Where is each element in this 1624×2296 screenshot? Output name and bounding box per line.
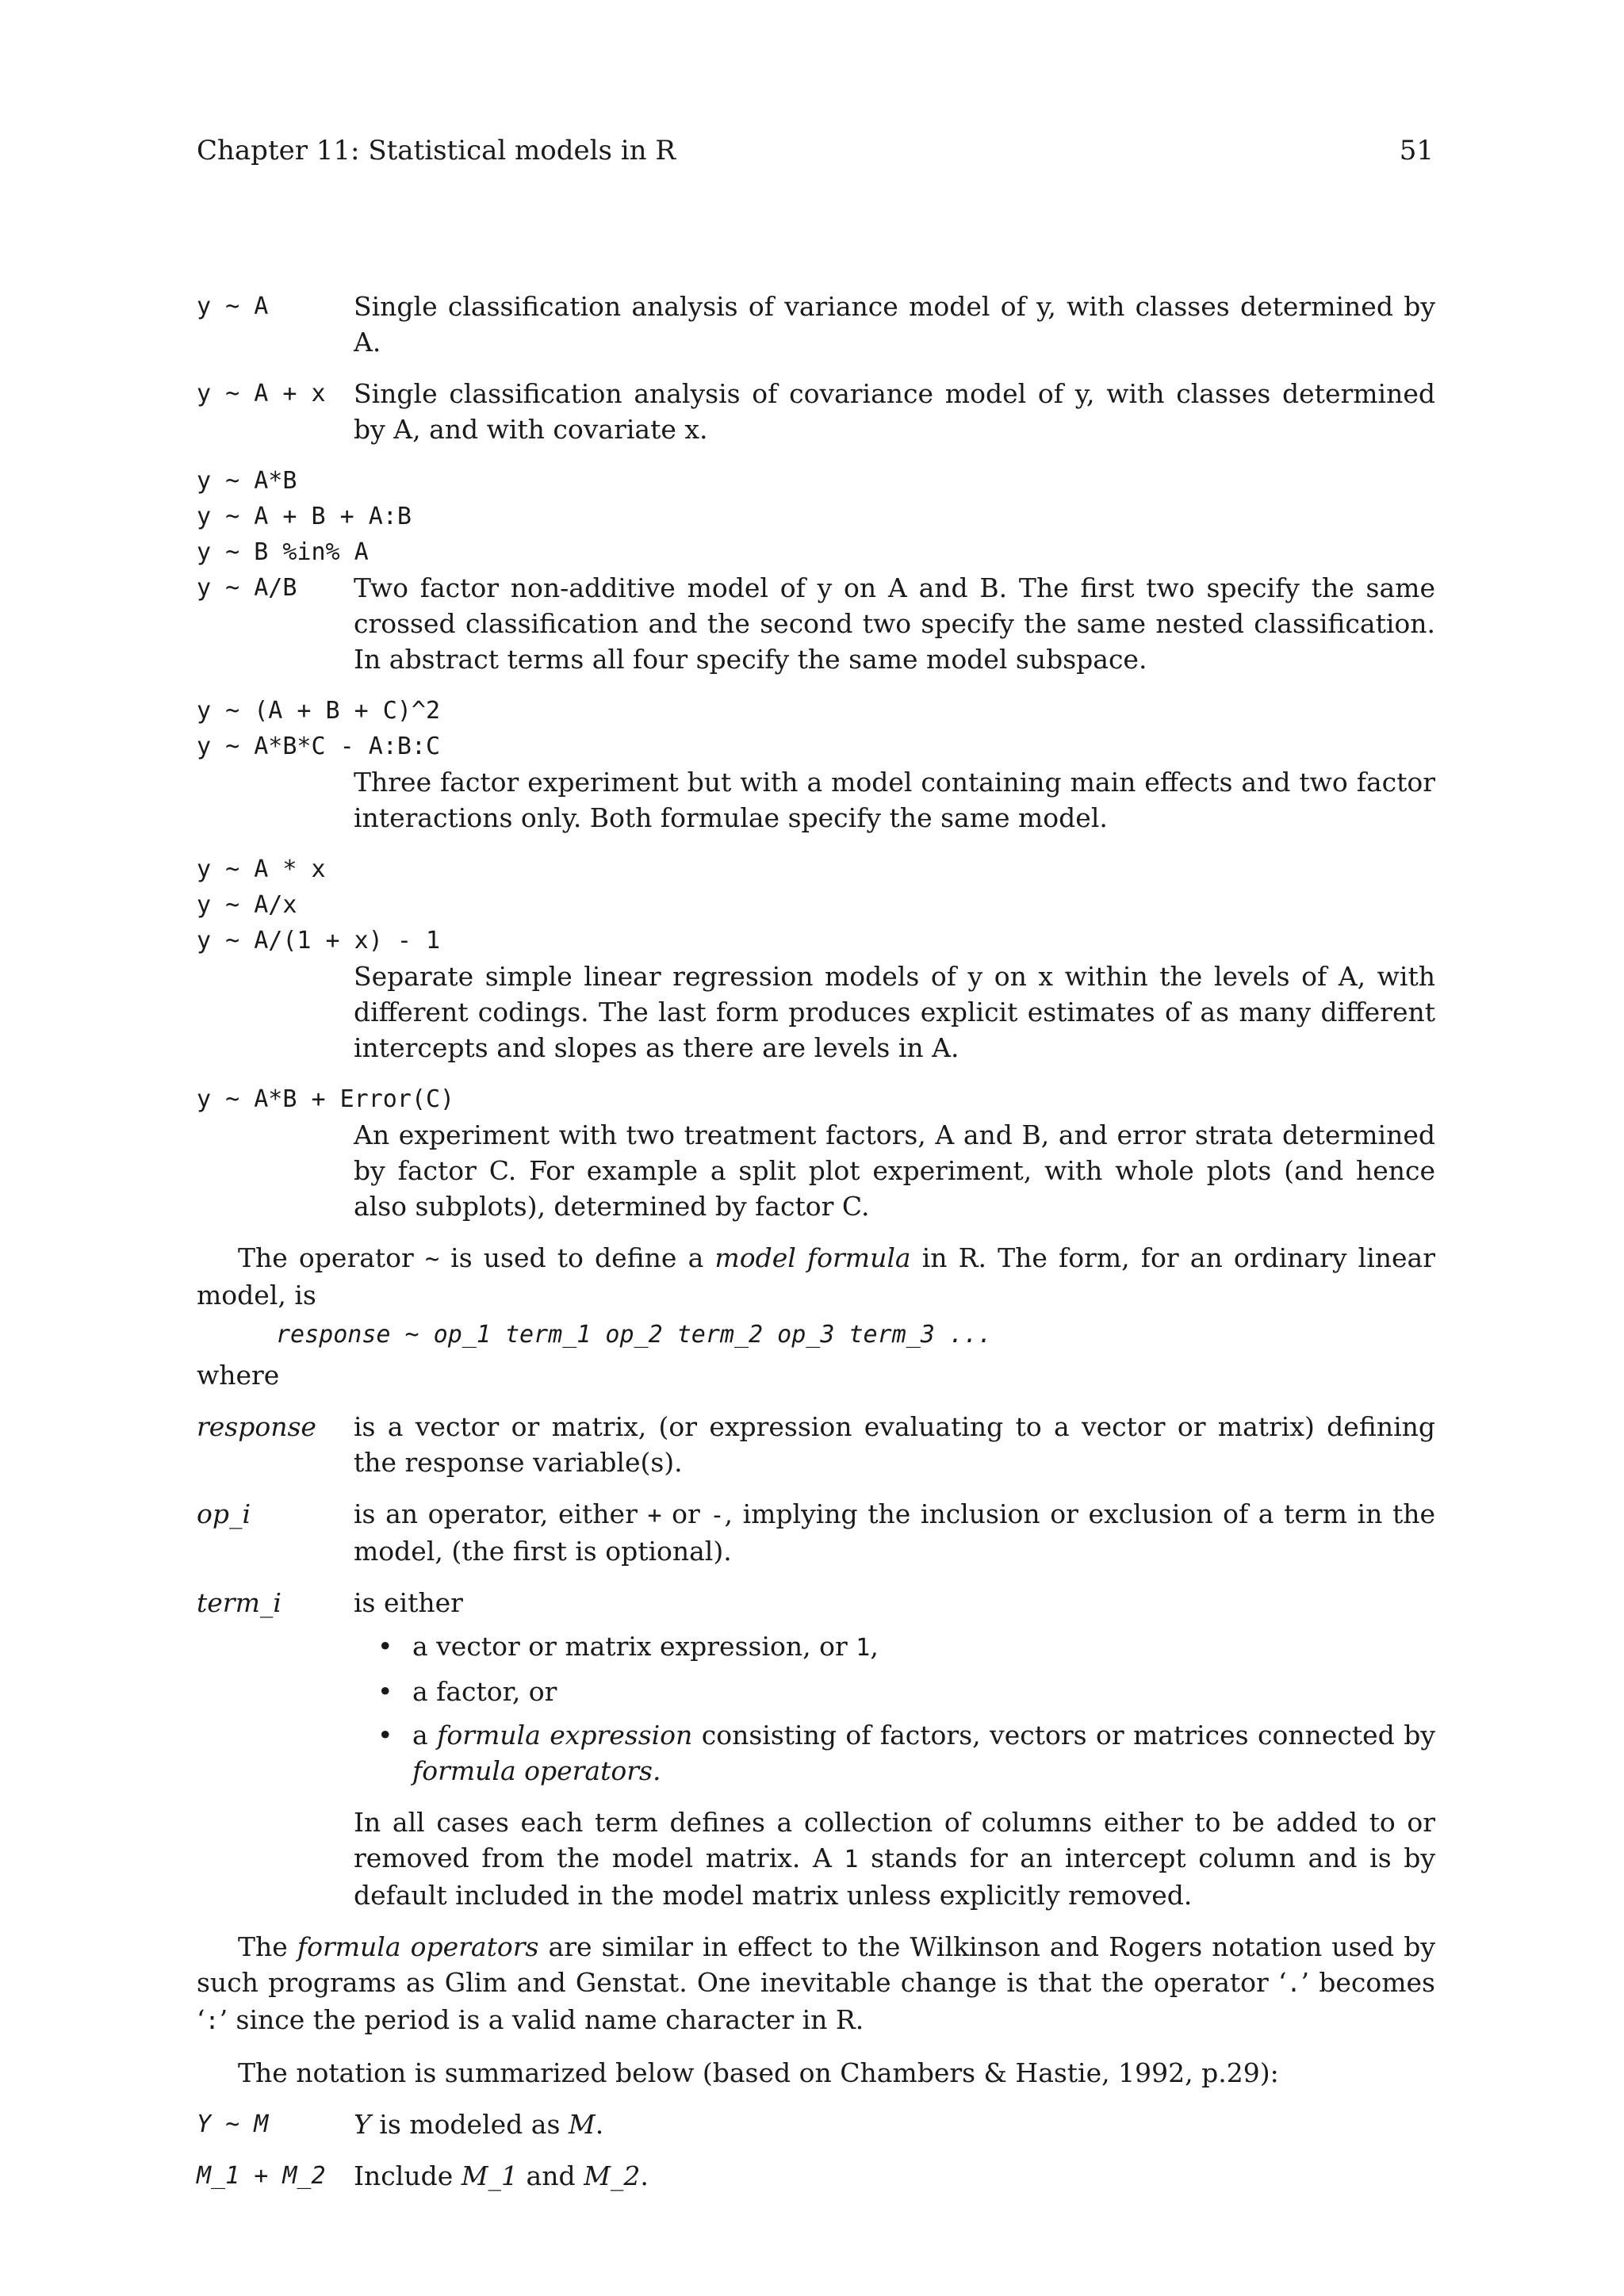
definition-description (354, 1585, 1435, 1913)
formula-code: y ~ A + x (197, 380, 326, 408)
notation-entry (197, 2107, 1435, 2142)
formula-code: y ~ B %in% A (197, 538, 369, 566)
text-run: stands for an intercept column and is by default included in the model matrix unless explicitly removed. (354, 1843, 1435, 1911)
formula-code: y ~ A/x (197, 891, 297, 919)
inline-code: . (1286, 1970, 1301, 1998)
notation-entry (197, 2158, 1435, 2194)
notation-intro-paragraph: The notation is summarized below (based on Chambers & Hastie, 1992, p.29): (238, 2057, 1279, 2088)
term-note (354, 1804, 1435, 1913)
where-label: where (197, 1360, 280, 1391)
definition-term: response (197, 1411, 316, 1442)
page-body (197, 289, 1435, 2194)
notation-description (354, 2107, 1435, 2142)
text-run: is an operator, either (354, 1498, 638, 1529)
text-run: . (640, 2160, 649, 2191)
definition-description (354, 1496, 1435, 1569)
model-formula-template: response ~ op_1 term_1 op_2 term_2 op_3 term_3 ... (276, 1321, 993, 1349)
formula-code: y ~ A/B (197, 574, 297, 602)
text-run: In all cases each term defines a collection of columns either to be added to or removed from the model matrix. A (354, 1807, 1435, 1873)
emphasis: M_2 (584, 2160, 641, 2191)
text-run: is used to define a (450, 1242, 704, 1273)
text-run: is modeled as (379, 2109, 561, 2140)
emphasis: model formula (714, 1242, 911, 1273)
example-description: Single classification analysis of covariance model of y, with classes determined by A, and with covariate x. (354, 378, 1435, 445)
example-entry (197, 463, 1435, 677)
text-run: , implying the inclusion or exclusion of a term in the model, (the first is optional). (354, 1498, 1435, 1567)
emphasis: formula operators (412, 1755, 653, 1786)
text-run: ’ becomes ‘ (197, 1967, 1435, 2035)
formula-code: y ~ A*B (197, 467, 297, 495)
emphasis: formula operators (297, 1931, 539, 1962)
example-description: An experiment with two treatment factors, A and B, and error strata determined by factor C. For example a split plot experiment, with whole plots (and hence also subplots), determined by factor C. (354, 1119, 1435, 1222)
operator-paragraph (197, 1240, 1435, 1313)
formula-code: y ~ A (197, 293, 269, 320)
formula-code: y ~ A/(1 + x) - 1 (197, 927, 441, 955)
notation-code: M_1 + M_2 (197, 2162, 326, 2190)
text-run: is either (354, 1587, 463, 1618)
notation-description (354, 2158, 1435, 2194)
definition-term-i (197, 1585, 1435, 1913)
formula-code: y ~ (A + B + C)^2 (197, 697, 441, 725)
formula-code: y ~ A * x (197, 855, 326, 883)
example-entry (197, 1081, 1435, 1224)
chapter-title: Chapter 11: Statistical models in R (197, 135, 676, 166)
text-run: Y (354, 2109, 371, 2140)
list-item (354, 1628, 1435, 1666)
inline-code: 1 (856, 1634, 871, 1662)
text-run: consisting of factors, vectors or matrices connected by (701, 1720, 1435, 1751)
text-run: or (672, 1498, 700, 1529)
emphasis: M_1 (461, 2160, 519, 2191)
example-description: Two factor non-additive model of y on A and B. The first two specify the same crossed classification and the second two specify the same nested classification. In abstract terms all four specify the same model subspace. (354, 572, 1435, 675)
text-run: The operator (238, 1242, 414, 1273)
page-number: 51 (1399, 135, 1434, 166)
text-run: Include (354, 2160, 454, 2191)
text-run: ’ since the period is a valid name character in R. (219, 2004, 864, 2035)
inline-code: : (205, 2007, 220, 2035)
text-run: . (595, 2109, 604, 2140)
formula-code: y ~ A + B + A:B (197, 503, 412, 530)
list-item (354, 1717, 1435, 1789)
text-run: . (652, 1755, 661, 1786)
example-description: Single classification analysis of variance model of y, with classes determined by A. (354, 291, 1435, 358)
emphasis: formula expression (437, 1720, 693, 1751)
definition-op (197, 1496, 1435, 1569)
text-run: and (526, 2160, 576, 2191)
example-entry (197, 376, 1435, 447)
emphasis: M (568, 2109, 596, 2140)
text-run: , (870, 1631, 879, 1662)
formula-code: y ~ A*B + Error(C) (197, 1085, 455, 1113)
example-description: Three factor experiment but with a model containing main effects and two factor interactions only. Both formulae specify the same model. (354, 767, 1435, 833)
inline-code: 1 (844, 1846, 859, 1873)
definition-term: op_i (197, 1498, 251, 1529)
page-header (197, 133, 1434, 168)
example-entry (197, 693, 1435, 836)
definition-description: is a vector or matrix, (or expression evaluating to a vector or matrix) defining the response variable(s). (354, 1411, 1435, 1478)
text-run: a factor, or (412, 1676, 557, 1707)
term-options-list (354, 1628, 1435, 1789)
example-entry (197, 289, 1435, 360)
text-run: in R. The form, for an ordinary linear model, is (197, 1242, 1435, 1311)
notation-code: Y ~ M (197, 2110, 269, 2138)
definition-response (197, 1409, 1435, 1480)
text-run: are similar in effect to the Wilkinson and Rogers notation used by such programs as Glim and Genstat. One inevitable change is that the operator ‘ (197, 1931, 1435, 1998)
formula-operators-paragraph (197, 1929, 1435, 2039)
list-item (354, 1674, 1435, 1709)
example-description: Separate simple linear regression models of y on x within the levels of A, with different codings. The last form produces explicit estimates of as many different intercepts and slopes as there are levels in A. (354, 961, 1435, 1063)
example-entry (197, 851, 1435, 1066)
inline-code: ~ (424, 1246, 440, 1273)
text-run: The (238, 1931, 288, 1962)
text-run: a (412, 1720, 428, 1751)
inline-code: + (647, 1502, 662, 1529)
definition-term: term_i (197, 1587, 282, 1618)
formula-code: y ~ A*B*C - A:B:C (197, 733, 441, 760)
text-run: a vector or matrix expression, or (412, 1631, 848, 1662)
inline-code: - (710, 1502, 725, 1529)
